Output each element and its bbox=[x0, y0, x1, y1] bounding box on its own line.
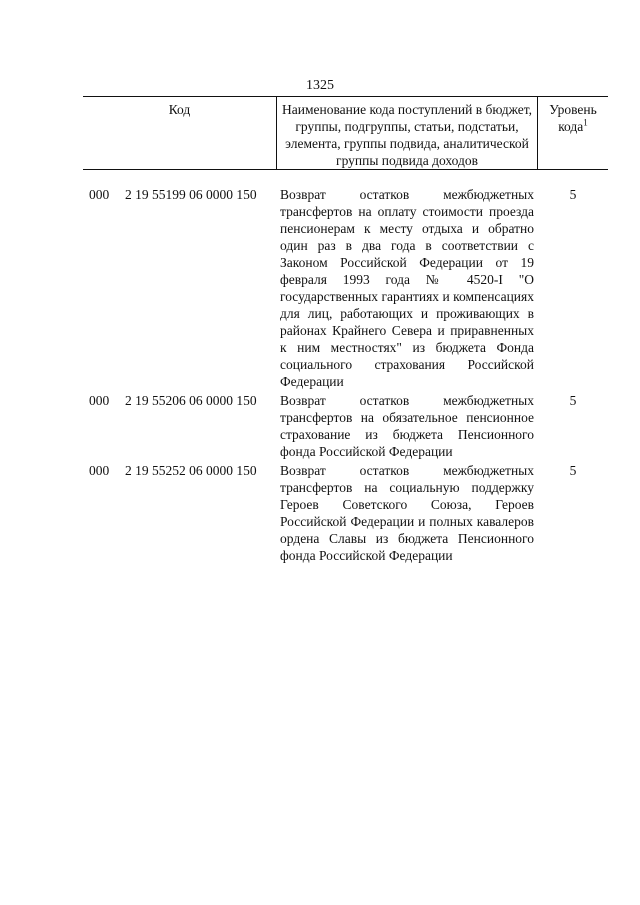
row-code: 2 19 55199 06 0000 150 bbox=[125, 187, 257, 202]
row-level: 5 bbox=[569, 463, 577, 478]
row-name: Возврат остатков межбюджетных трансфертов на оплату стоимости проезда пенсионерам к месту отдыха и обратно один раз в два года в соответствии с Законом Российской Федерации от 19 февраля 1993 года № 4520-I "О государственных гарантиях и компенсациях для лиц, работающих и проживающих в районах Крайнего Севера и приравненных к ним местностях" из бюджета Фонда социального страхования Российской Федерации bbox=[280, 187, 534, 389]
row-level: 5 bbox=[569, 187, 577, 202]
table-body bbox=[83, 186, 608, 564]
table-row bbox=[83, 186, 608, 390]
row-code: 2 19 55206 06 0000 150 bbox=[125, 393, 257, 408]
table-row bbox=[83, 462, 608, 564]
row-prefix: 000 bbox=[89, 187, 110, 202]
header-code: Код bbox=[168, 102, 191, 117]
header-name: Наименование кода поступлений в бюджет, группы, подгруппы, статьи, подстатьи, элемента, группы подвида, аналитической группы подвида доходов bbox=[276, 97, 538, 169]
income-codes-table bbox=[83, 96, 608, 566]
page-number: 1325 bbox=[306, 78, 334, 93]
header-level bbox=[538, 97, 608, 169]
row-prefix: 000 bbox=[89, 463, 110, 478]
row-name: Возврат остатков межбюджетных трансфертов на обязательное пенсионное страхование из бюджета Пенсионного фонда Российской Федерации bbox=[280, 393, 534, 459]
table-header bbox=[83, 96, 608, 170]
row-code: 2 19 55252 06 0000 150 bbox=[125, 463, 257, 478]
row-level: 5 bbox=[569, 393, 577, 408]
header-level-footnote: 1 bbox=[583, 117, 588, 128]
row-name: Возврат остатков межбюджетных трансфертов на социальную поддержку Героев Советского Союза, Героев Российской Федерации и полных кавалеров ордена Славы из бюджета Пенсионного фонда Российской Федерации bbox=[280, 463, 534, 563]
row-prefix: 000 bbox=[89, 393, 110, 408]
table-row bbox=[83, 392, 608, 460]
header-level-label: Уровень кода bbox=[549, 102, 597, 134]
